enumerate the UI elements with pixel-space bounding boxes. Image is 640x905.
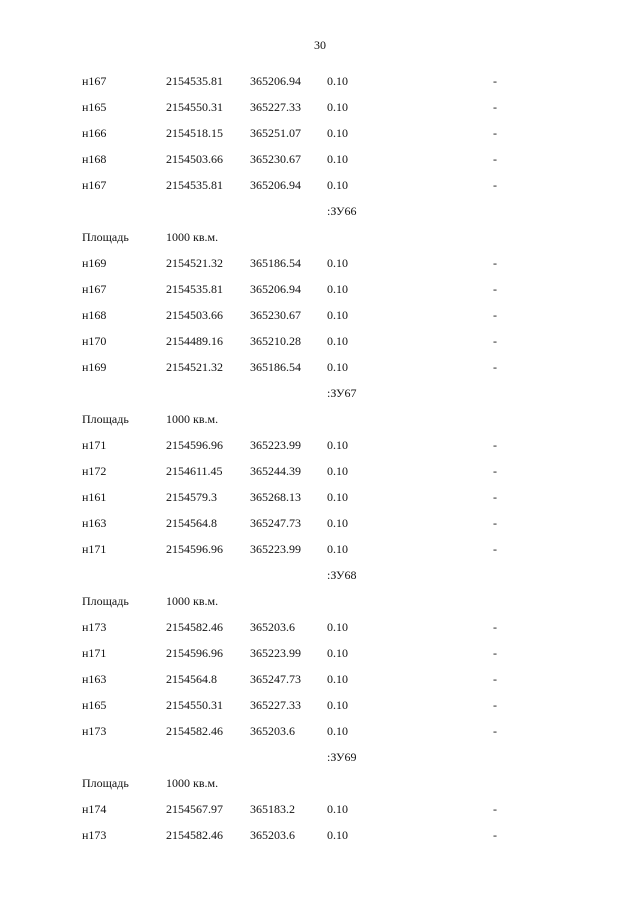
- accuracy: 0.10: [327, 334, 348, 348]
- point-id: н174: [82, 802, 107, 816]
- extra-value: -: [493, 438, 497, 452]
- point-id: н166: [82, 126, 107, 140]
- coord-y: 365186.54: [250, 360, 301, 374]
- coord-x: 2154567.97: [166, 802, 223, 816]
- accuracy: 0.10: [327, 542, 348, 556]
- coord-y: 365203.6: [250, 724, 295, 738]
- coord-y: 365247.73: [250, 672, 301, 686]
- coord-y: 365206.94: [250, 74, 301, 88]
- parcel-heading-row: [0, 568, 640, 594]
- area-label: Площадь: [82, 594, 129, 608]
- coord-y: 365203.6: [250, 828, 295, 842]
- area-row: [0, 776, 640, 802]
- coord-x: 2154535.81: [166, 74, 223, 88]
- extra-value: -: [493, 724, 497, 738]
- coord-y: 365230.67: [250, 308, 301, 322]
- parcel-label: :ЗУ68: [327, 568, 357, 582]
- point-row: [0, 802, 640, 828]
- point-row: [0, 308, 640, 334]
- point-row: [0, 724, 640, 750]
- coord-y: 365183.2: [250, 802, 295, 816]
- accuracy: 0.10: [327, 152, 348, 166]
- point-id: н173: [82, 828, 107, 842]
- extra-value: -: [493, 802, 497, 816]
- point-row: [0, 152, 640, 178]
- extra-value: -: [493, 698, 497, 712]
- accuracy: 0.10: [327, 802, 348, 816]
- coord-y: 365268.13: [250, 490, 301, 504]
- point-id: н173: [82, 724, 107, 738]
- point-row: [0, 828, 640, 854]
- area-row: [0, 594, 640, 620]
- accuracy: 0.10: [327, 490, 348, 504]
- point-row: [0, 100, 640, 126]
- accuracy: 0.10: [327, 308, 348, 322]
- point-id: н169: [82, 360, 107, 374]
- point-row: [0, 438, 640, 464]
- accuracy: 0.10: [327, 360, 348, 374]
- extra-value: -: [493, 256, 497, 270]
- coord-x: 2154582.46: [166, 620, 223, 634]
- accuracy: 0.10: [327, 464, 348, 478]
- point-id: н167: [82, 178, 107, 192]
- area-value: 1000 кв.м.: [166, 230, 219, 244]
- area-label: Площадь: [82, 776, 129, 790]
- coord-x: 2154503.66: [166, 308, 223, 322]
- coord-y: 365227.33: [250, 698, 301, 712]
- point-id: н165: [82, 698, 107, 712]
- extra-value: -: [493, 464, 497, 478]
- area-label: Площадь: [82, 230, 129, 244]
- point-row: [0, 126, 640, 152]
- point-row: [0, 490, 640, 516]
- point-id: н173: [82, 620, 107, 634]
- coord-y: 365223.99: [250, 438, 301, 452]
- coord-x: 2154596.96: [166, 542, 223, 556]
- extra-value: -: [493, 334, 497, 348]
- coord-x: 2154550.31: [166, 100, 223, 114]
- extra-value: -: [493, 542, 497, 556]
- point-id: н161: [82, 490, 107, 504]
- coord-x: 2154611.45: [166, 464, 223, 478]
- coord-x: 2154564.8: [166, 516, 217, 530]
- extra-value: -: [493, 308, 497, 322]
- area-row: [0, 412, 640, 438]
- point-row: [0, 620, 640, 646]
- coord-x: 2154518.15: [166, 126, 223, 140]
- area-value: 1000 кв.м.: [166, 412, 219, 426]
- extra-value: -: [493, 672, 497, 686]
- accuracy: 0.10: [327, 698, 348, 712]
- point-row: [0, 334, 640, 360]
- coord-y: 365227.33: [250, 100, 301, 114]
- coord-y: 365210.28: [250, 334, 301, 348]
- parcel-heading-row: [0, 750, 640, 776]
- point-row: [0, 256, 640, 282]
- point-row: [0, 698, 640, 724]
- extra-value: -: [493, 646, 497, 660]
- coord-x: 2154489.16: [166, 334, 223, 348]
- accuracy: 0.10: [327, 282, 348, 296]
- point-row: [0, 542, 640, 568]
- area-value: 1000 кв.м.: [166, 776, 219, 790]
- point-id: н165: [82, 100, 107, 114]
- extra-value: -: [493, 620, 497, 634]
- point-row: [0, 464, 640, 490]
- coord-x: 2154535.81: [166, 282, 223, 296]
- extra-value: -: [493, 178, 497, 192]
- point-id: н167: [82, 74, 107, 88]
- coord-x: 2154503.66: [166, 152, 223, 166]
- area-row: [0, 230, 640, 256]
- point-id: н171: [82, 542, 107, 556]
- accuracy: 0.10: [327, 620, 348, 634]
- coord-x: 2154521.32: [166, 256, 223, 270]
- point-id: н163: [82, 672, 107, 686]
- accuracy: 0.10: [327, 828, 348, 842]
- point-row: [0, 672, 640, 698]
- coord-y: 365247.73: [250, 516, 301, 530]
- extra-value: -: [493, 126, 497, 140]
- extra-value: -: [493, 828, 497, 842]
- parcel-heading-row: [0, 204, 640, 230]
- accuracy: 0.10: [327, 100, 348, 114]
- area-label: Площадь: [82, 412, 129, 426]
- accuracy: 0.10: [327, 126, 348, 140]
- point-row: [0, 282, 640, 308]
- accuracy: 0.10: [327, 256, 348, 270]
- parcel-label: :ЗУ67: [327, 386, 357, 400]
- coord-y: 365203.6: [250, 620, 295, 634]
- coord-y: 365230.67: [250, 152, 301, 166]
- point-id: н172: [82, 464, 107, 478]
- accuracy: 0.10: [327, 516, 348, 530]
- extra-value: -: [493, 490, 497, 504]
- accuracy: 0.10: [327, 646, 348, 660]
- point-id: н168: [82, 152, 107, 166]
- accuracy: 0.10: [327, 74, 348, 88]
- extra-value: -: [493, 282, 497, 296]
- coord-x: 2154521.32: [166, 360, 223, 374]
- area-value: 1000 кв.м.: [166, 594, 219, 608]
- coordinates-table: [0, 74, 640, 854]
- point-id: н168: [82, 308, 107, 322]
- coord-x: 2154582.46: [166, 724, 223, 738]
- page-number: 30: [314, 38, 326, 52]
- point-id: н171: [82, 646, 107, 660]
- point-row: [0, 646, 640, 672]
- coord-y: 365206.94: [250, 282, 301, 296]
- point-row: [0, 178, 640, 204]
- coord-x: 2154596.96: [166, 646, 223, 660]
- point-row: [0, 360, 640, 386]
- coord-y: 365186.54: [250, 256, 301, 270]
- point-id: н171: [82, 438, 107, 452]
- coord-y: 365223.99: [250, 646, 301, 660]
- coord-x: 2154564.8: [166, 672, 217, 686]
- extra-value: -: [493, 360, 497, 374]
- parcel-label: :ЗУ69: [327, 750, 357, 764]
- coord-x: 2154596.96: [166, 438, 223, 452]
- parcel-heading-row: [0, 386, 640, 412]
- point-id: н167: [82, 282, 107, 296]
- extra-value: -: [493, 74, 497, 88]
- coord-x: 2154550.31: [166, 698, 223, 712]
- point-row: [0, 516, 640, 542]
- coord-y: 365244.39: [250, 464, 301, 478]
- accuracy: 0.10: [327, 178, 348, 192]
- coord-x: 2154582.46: [166, 828, 223, 842]
- coord-y: 365251.07: [250, 126, 301, 140]
- point-id: н170: [82, 334, 107, 348]
- extra-value: -: [493, 516, 497, 530]
- extra-value: -: [493, 100, 497, 114]
- coord-x: 2154535.81: [166, 178, 223, 192]
- coord-y: 365206.94: [250, 178, 301, 192]
- coord-x: 2154579.3: [166, 490, 217, 504]
- point-row: [0, 74, 640, 100]
- accuracy: 0.10: [327, 724, 348, 738]
- coord-y: 365223.99: [250, 542, 301, 556]
- extra-value: -: [493, 152, 497, 166]
- parcel-label: :ЗУ66: [327, 204, 357, 218]
- accuracy: 0.10: [327, 438, 348, 452]
- point-id: н163: [82, 516, 107, 530]
- accuracy: 0.10: [327, 672, 348, 686]
- point-id: н169: [82, 256, 107, 270]
